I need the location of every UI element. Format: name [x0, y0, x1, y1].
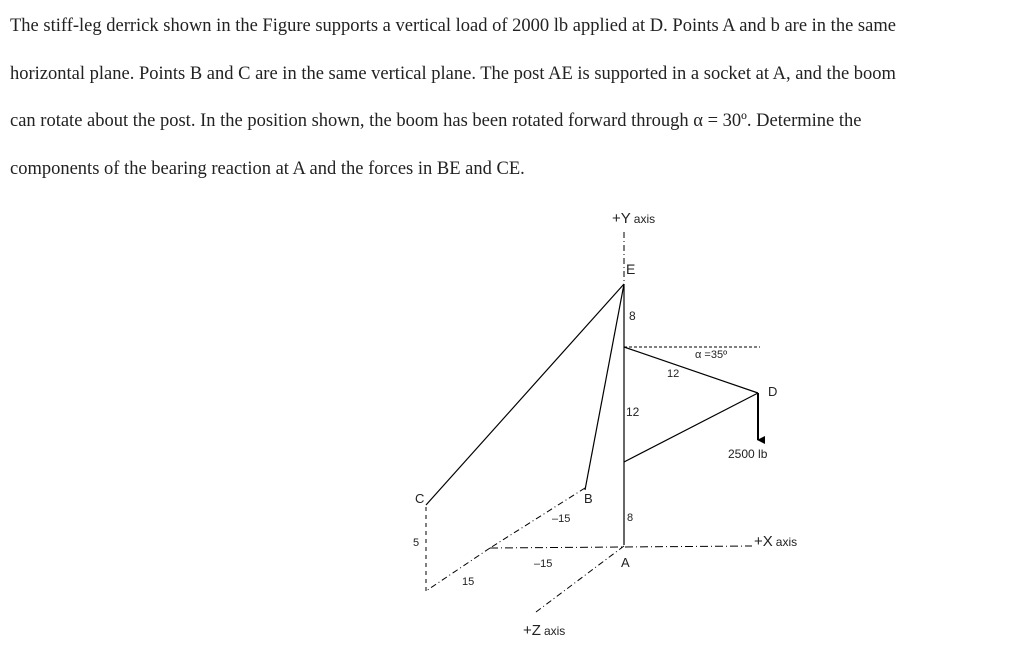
problem-line-2: horizontal plane. Points B and C are in the same vertical plane. The post AE is supported in a socket at A, and the boom [10, 63, 896, 84]
point-d-label: D [768, 384, 778, 399]
angle-label: α =35º [695, 349, 728, 361]
y-axis-label: +Y axis [612, 210, 656, 227]
problem-line-4: components of the bearing reaction at A and the forces in BE and CE. [10, 158, 525, 179]
dim-c-offset: 15 [462, 576, 475, 588]
leg-be [585, 284, 624, 490]
ground-line-c [426, 548, 490, 591]
problem-line-3: can rotate about the post. In the position shown, the boom has been rotated forward through α = 30º. Determine the [10, 111, 862, 131]
z-axis-label: +Z axis [523, 622, 566, 639]
point-a-label: A [621, 555, 630, 570]
boom-upper [624, 347, 758, 393]
dim-c-height: 5 [413, 537, 420, 549]
z-axis-line [536, 546, 624, 612]
point-c-label: C [415, 491, 425, 506]
point-e-label: E [626, 261, 636, 277]
dim-post-mid: 12 [626, 405, 640, 419]
dim-b-offset: –15 [552, 513, 571, 525]
dim-boom: 12 [667, 368, 680, 380]
leg-ce [426, 284, 624, 505]
ground-line-b [490, 488, 585, 548]
dim-a-offset: –15 [534, 558, 553, 570]
problem-line-1: The stiff-leg derrick shown in the Figure supports a vertical load of 2000 lb applied at D. Points A and b are in the same [10, 16, 896, 36]
load-label: 2500 lb [728, 447, 768, 461]
dim-e-top: 8 [629, 309, 636, 323]
point-b-label: B [584, 491, 593, 506]
x-axis-label: +X axis [754, 533, 798, 550]
dim-post-low: 8 [627, 512, 634, 524]
